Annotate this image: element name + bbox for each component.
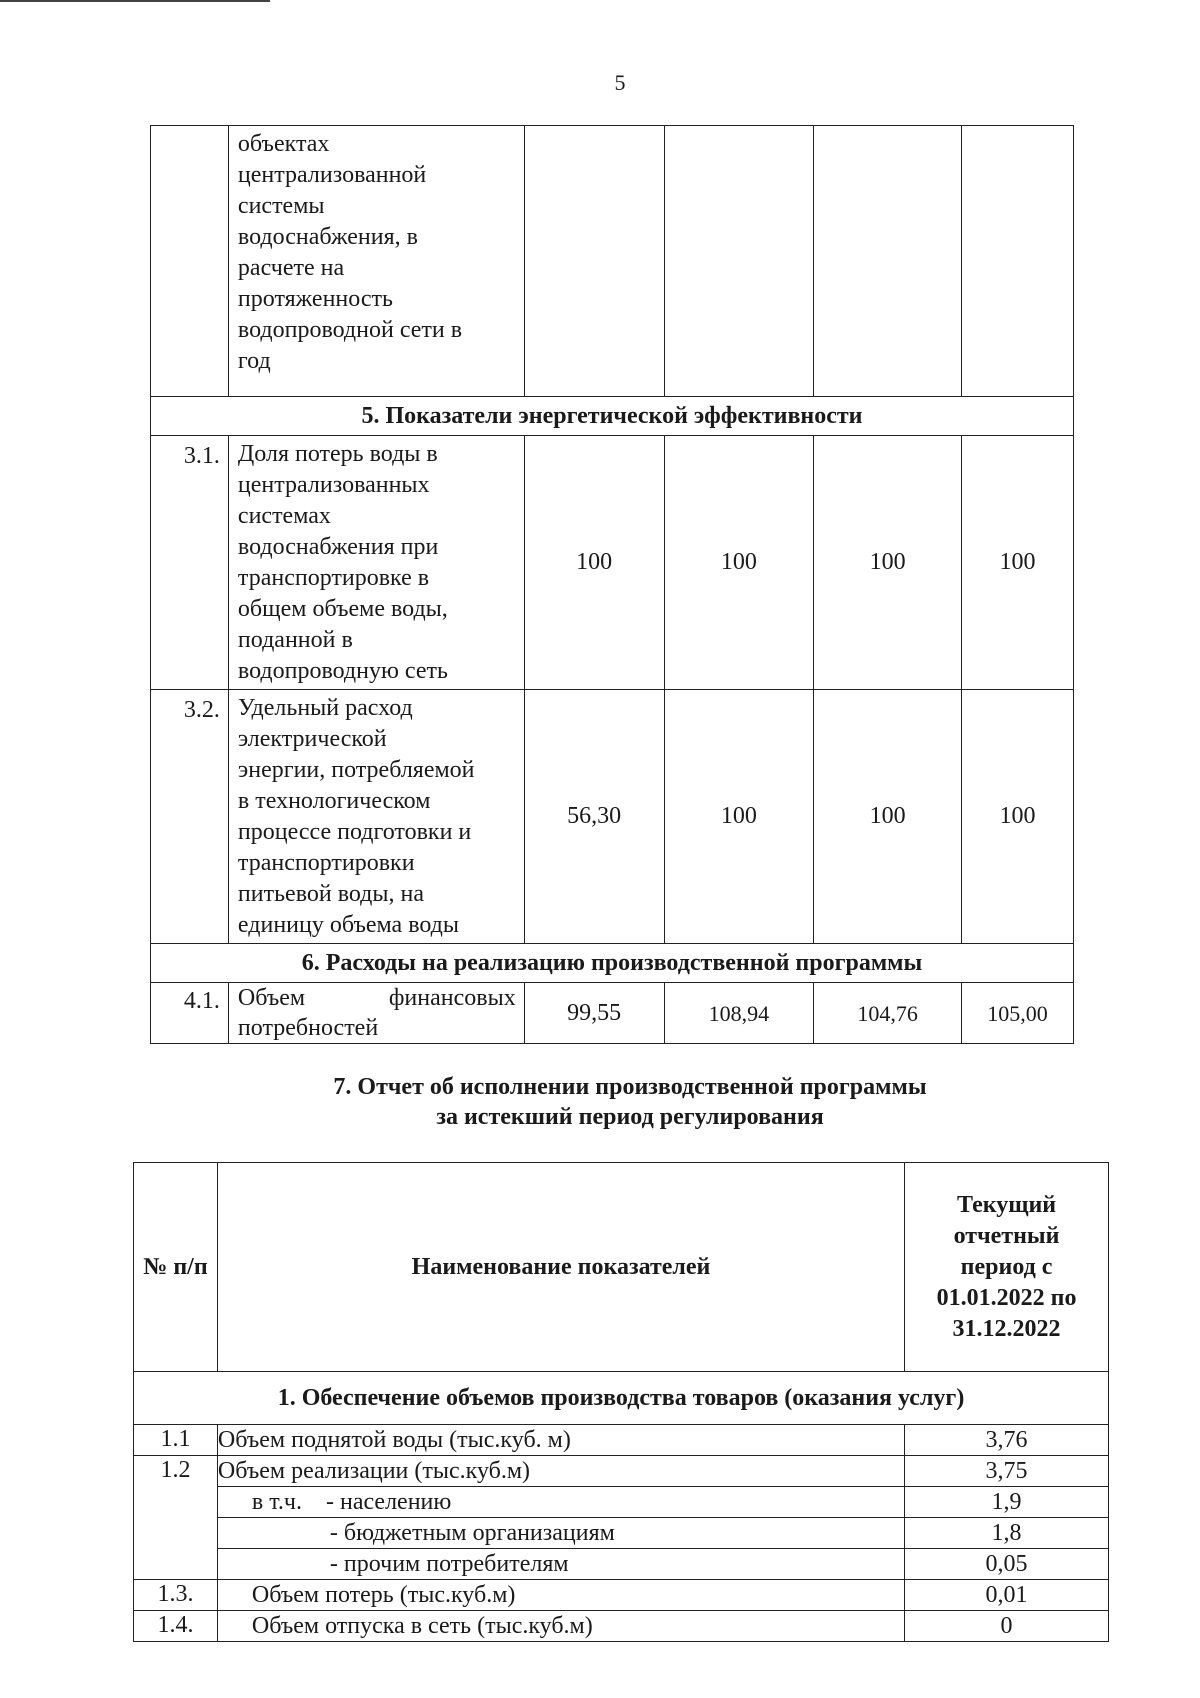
name-line: питьевой воды, на	[237, 881, 425, 907]
cell-value: 99,55	[524, 983, 664, 1044]
name-line: системах	[237, 503, 331, 529]
section-5-title: 5. Показатели энергетической эффективности	[151, 397, 1074, 436]
name-line: поданной в	[237, 627, 353, 653]
table-row	[151, 436, 1074, 690]
cell-value-empty	[814, 126, 962, 397]
name-line: единицу объема воды	[237, 912, 460, 938]
table-row	[151, 690, 1074, 944]
name-line: процессе подготовки и	[237, 819, 472, 845]
cell-value: 100	[814, 436, 962, 690]
row-name: в т.ч. - населению	[217, 1487, 904, 1518]
name-line: потребностей	[237, 1015, 379, 1041]
name-line: расчете на	[237, 255, 345, 281]
name-line: год	[237, 348, 271, 374]
row-number: 1.1	[134, 1425, 218, 1456]
name-line: общем объеме воды,	[237, 596, 448, 622]
name-line: Удельный расход	[237, 695, 413, 721]
table-row	[134, 1456, 1109, 1487]
report-table	[133, 1162, 1109, 1642]
section-6-title: 6. Расходы на реализацию производственной программы	[151, 944, 1074, 983]
header-row	[134, 1163, 1109, 1372]
name-line: электрической	[237, 726, 387, 752]
name-line: Объем финансовых	[237, 985, 516, 1011]
name-line: централизованной	[237, 162, 427, 188]
cell-value: 104,76	[814, 983, 962, 1044]
cell-value: 100	[814, 690, 962, 944]
cell-value: 56,30	[524, 690, 664, 944]
row-value: 1,9	[905, 1487, 1109, 1518]
section-row	[151, 397, 1074, 436]
cell-name	[228, 690, 524, 944]
scan-edge-line	[0, 0, 270, 2]
name-line: водопроводной сети в	[237, 317, 463, 343]
name-line: водоснабжения при	[237, 534, 439, 560]
page-number: 5	[614, 70, 626, 95]
header-name: Наименование показателей	[217, 1163, 904, 1372]
cell-value: 100	[664, 436, 814, 690]
name-line: объектах	[237, 131, 330, 157]
name-line: водоснабжения, в	[237, 224, 418, 250]
row-value: 0,05	[905, 1549, 1109, 1580]
row-value: 3,76	[905, 1425, 1109, 1456]
name-line: протяженность	[237, 286, 393, 312]
cell-value-empty	[524, 126, 664, 397]
table-row	[134, 1549, 1109, 1580]
section-row	[134, 1372, 1109, 1425]
name-line: в технологическом	[237, 788, 431, 814]
cell-name-continuation	[228, 126, 524, 397]
title-line: 7. Отчет об исполнении производственной программы	[333, 1074, 927, 1100]
cell-name	[228, 983, 524, 1044]
table-row	[134, 1518, 1109, 1549]
row-number: 3.2.	[151, 690, 229, 944]
name-line: централизованных	[237, 472, 430, 498]
indicators-table	[150, 125, 1074, 1044]
table-row	[151, 983, 1074, 1044]
row-name: - прочим потребителям	[217, 1549, 904, 1580]
name-line: транспортировке в	[237, 565, 430, 591]
row-name: Объем потерь (тыс.куб.м)	[217, 1580, 904, 1611]
row-value: 0,01	[905, 1580, 1109, 1611]
table-row-continuation	[151, 126, 1074, 397]
cell-value: 100	[962, 436, 1074, 690]
row-number: 1.2	[134, 1456, 218, 1580]
name-line: системы	[237, 193, 325, 219]
cell-name	[228, 436, 524, 690]
row-name: Объем поднятой воды (тыс.куб. м)	[217, 1425, 904, 1456]
row-number: 1.4.	[134, 1611, 218, 1642]
cell-value: 100	[962, 690, 1074, 944]
table-row	[134, 1580, 1109, 1611]
cell-value-empty	[962, 126, 1074, 397]
cell-value: 105,00	[962, 983, 1074, 1044]
cell-value: 108,94	[664, 983, 814, 1044]
row-name: Объем отпуска в сеть (тыс.куб.м)	[217, 1611, 904, 1642]
row-number: 1.3.	[134, 1580, 218, 1611]
name-line: водопроводную сеть	[237, 658, 448, 684]
section-1-title: 1. Обеспечение объемов производства товаров (оказания услуг)	[134, 1372, 1109, 1425]
table-row	[134, 1425, 1109, 1456]
row-number: 3.1.	[151, 436, 229, 690]
row-value: 0	[905, 1611, 1109, 1642]
row-name: Объем реализации (тыс.куб.м)	[217, 1456, 904, 1487]
name-line: Доля потерь воды в	[237, 441, 438, 467]
cell-value: 100	[664, 690, 814, 944]
row-value: 1,8	[905, 1518, 1109, 1549]
header-num: № п/п	[134, 1163, 218, 1372]
section-7-title	[0, 1072, 1200, 1132]
cell-value: 100	[524, 436, 664, 690]
title-line: за истекший период регулирования	[436, 1104, 824, 1130]
table-row	[134, 1611, 1109, 1642]
row-name: - бюджетным организациям	[217, 1518, 904, 1549]
row-number: 4.1.	[151, 983, 229, 1044]
cell-num-empty	[151, 126, 229, 397]
name-line: энергии, потребляемой	[237, 757, 475, 783]
table-row	[134, 1487, 1109, 1518]
cell-value-empty	[664, 126, 814, 397]
name-line: транспортировки	[237, 850, 415, 876]
header-period: Текущий отчетный период с 01.01.2022 по 31.12.2022	[905, 1163, 1109, 1372]
row-value: 3,75	[905, 1456, 1109, 1487]
section-row	[151, 944, 1074, 983]
